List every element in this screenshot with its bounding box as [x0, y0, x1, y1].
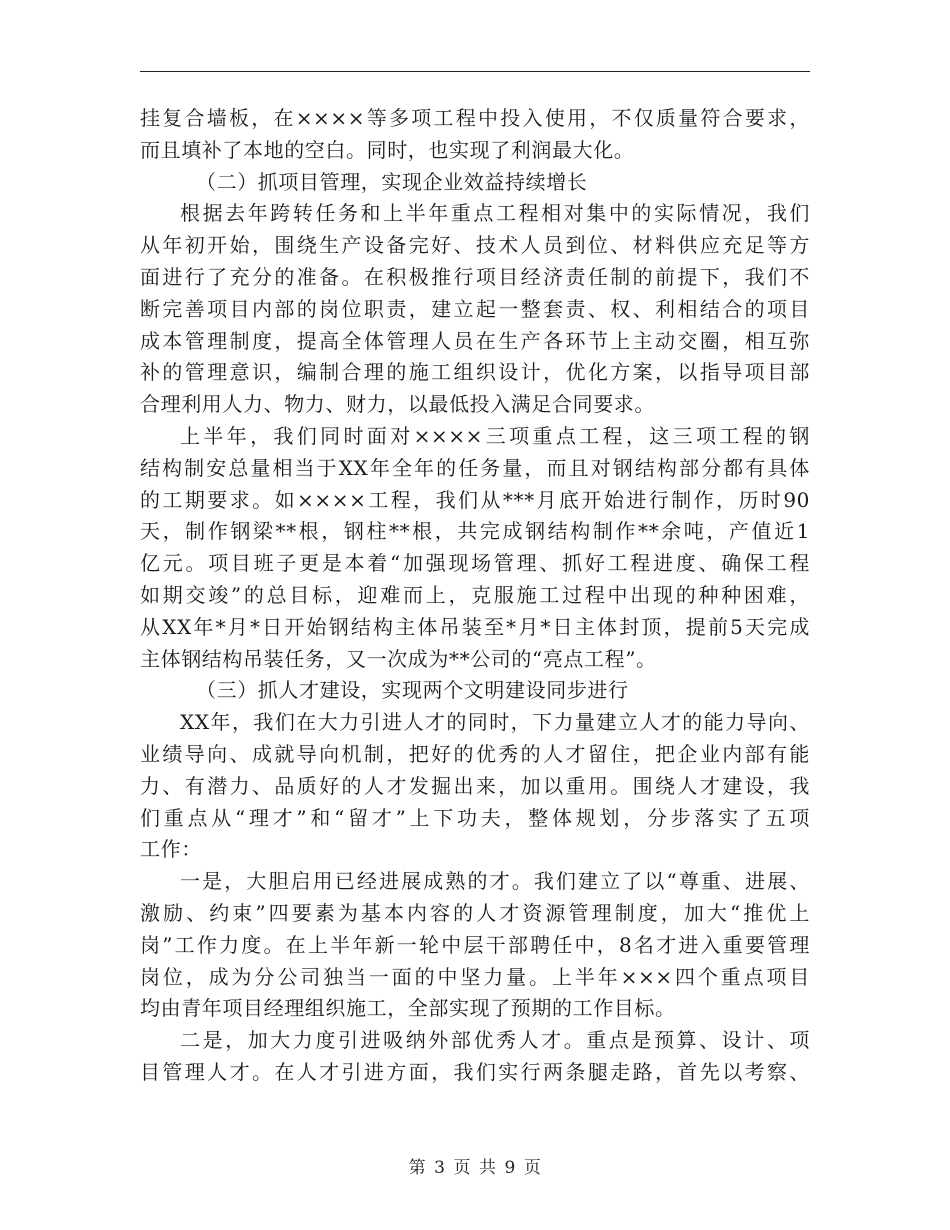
text-line: 一是，大胆启用已经进展成熟的才。我们建立了以“尊重、进展、 — [180, 869, 810, 894]
text-line: 补的管理意识，编制合理的施工组织设计，优化方案，以指导项目部 — [140, 360, 810, 385]
text-line: 岗”工作力度。在上半年新一轮中层干部聘任中，8名才进入重要管理 — [140, 932, 810, 957]
text-line: 从XX年*月*日开始钢结构主体吊装至*月*日主体封顶，提前5天完成 — [140, 614, 810, 639]
text-line: 根据去年跨转任务和上半年重点工程相对集中的实际情况，我们 — [180, 201, 810, 226]
text-line: 天，制作钢梁**根，钢柱**根，共完成钢结构制作**余吨，产值近1 — [140, 519, 810, 544]
text-line: 力、有潜力、品质好的人才发掘出来，加以重用。围绕人才建设，我 — [140, 773, 810, 798]
page-footer — [0, 1153, 950, 1178]
text-line: 上半年，我们同时面对××××三项重点工程，这三项工程的钢 — [180, 423, 810, 448]
header-rule — [140, 71, 810, 72]
text-line: 二是，加大力度引进吸纳外部优秀人才。重点是预算、设计、项 — [180, 1028, 810, 1053]
text-line: 激励、约束”四要素为基本内容的人才资源管理制度，加大“推优上 — [140, 900, 810, 925]
footer-total-word: 共 — [479, 1158, 497, 1178]
footer-prefix: 第 — [408, 1158, 427, 1178]
current-page-number: 3 — [434, 1158, 446, 1178]
text-line: 的工期要求。如××××工程，我们从***月底开始进行制作，历时90 — [140, 487, 810, 512]
text-line: 合理利用人力、物力、财力，以最低投入满足合同要求。 — [140, 392, 655, 417]
text-line: 均由青年项目经理组织施工，全部实现了预期的工作目标。 — [140, 996, 676, 1021]
text-line: 而且填补了本地的空白。同时，也实现了利润最大化。 — [140, 137, 635, 162]
section-heading: （二）抓项目管理，实现企业效益持续增长 — [196, 169, 588, 194]
footer-page-word: 页 — [453, 1158, 471, 1178]
footer-suffix: 页 — [523, 1158, 542, 1178]
text-line: 主体钢结构吊装任务，又一次成为**公司的“亮点工程”。 — [140, 646, 657, 671]
text-line: 成本管理制度，提高全体管理人员在生产各环节上主动交圈，相互弥 — [140, 328, 810, 353]
text-line: 结构制安总量相当于XX年全年的任务量，而且对钢结构部分都有具体 — [140, 455, 810, 480]
text-line: 岗位，成为分公司独当一面的中坚力量。上半年×××四个重点项目 — [140, 964, 810, 989]
text-line: 们重点从“理才”和“留才”上下功夫，整体规划，分步落实了五项 — [140, 805, 810, 830]
section-heading: （三）抓人才建设，实现两个文明建设同步进行 — [196, 678, 629, 703]
text-line: 从年初开始，围绕生产设备完好、技术人员到位、材料供应充足等方 — [140, 233, 810, 258]
text-line: 如期交竣”的总目标，迎难而上，克服施工过程中出现的种种困难， — [140, 582, 810, 607]
text-line: 面进行了充分的准备。在积极推行项目经济责任制的前提下，我们不 — [140, 264, 810, 289]
text-line: 亿元。项目班子更是本着“加强现场管理、抓好工程进度、确保工程 — [140, 551, 810, 576]
text-line: 挂复合墙板，在××××等多项工程中投入使用，不仅质量符合要求， — [140, 106, 810, 130]
text-line: 业绩导向、成就导向机制，把好的优秀的人才留住，把企业内部有能 — [140, 741, 810, 766]
text-line: 目管理人才。在人才引进方面，我们实行两条腿走路，首先以考察、 — [140, 1059, 810, 1084]
text-line: 工作： — [140, 837, 202, 862]
total-pages-number: 9 — [504, 1158, 516, 1178]
body-text — [140, 103, 810, 1089]
text-line: 断完善项目内部的岗位职责，建立起一整套责、权、利相结合的项目 — [140, 296, 810, 321]
text-line: XX年，我们在大力引进人才的同时，下力量建立人才的能力导向、 — [180, 710, 810, 735]
